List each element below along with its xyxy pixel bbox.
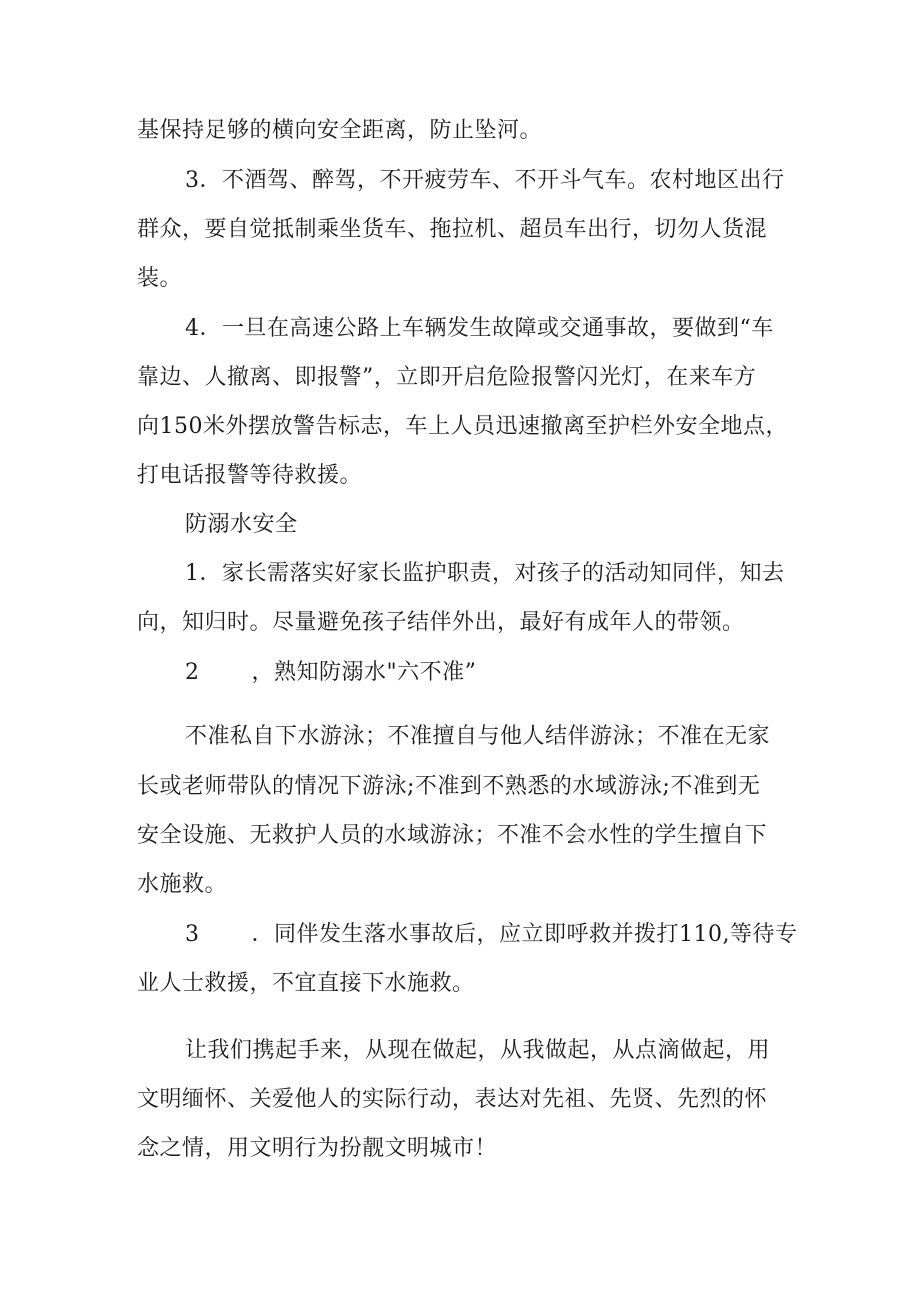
paragraph-line: 业人士救援，不宜直接下水施救。 <box>137 971 475 996</box>
paragraph-line: 4．一旦在高速公路上车辆发生故障或交通事故，要做到“车 <box>185 316 774 341</box>
list-text: ，熟知防溺水"六不准” <box>251 660 477 685</box>
paragraph-line: 文明缅怀、关爱他人的实际行动，表达对先祖、先贤、先烈的怀 <box>137 1087 768 1112</box>
paragraph-line: 让我们携起手来，从现在做起，从我做起，从点滴做起，用 <box>185 1038 771 1063</box>
list-number: 3 <box>185 922 200 947</box>
paragraph-line: 念之情，用文明行为扮靓文明城市！ <box>137 1136 498 1161</box>
paragraph-line: 向，知归时。尽量避免孩子结伴外出，最好有成年人的带领。 <box>137 610 745 635</box>
paragraph-line <box>185 658 476 688</box>
paragraph-line: 打电话报警等待救援。 <box>137 463 363 488</box>
paragraph-line: 向150米外摆放警告标志，车上人员迅速撤离至护栏外安全地点， <box>137 414 788 439</box>
paragraph-line: 水施救。 <box>137 872 228 897</box>
list-number: 2 <box>185 660 200 685</box>
paragraph-line: 群众，要自觉抵制乘坐货车、拖拉机、超员车出行，切勿人货混 <box>137 217 768 242</box>
paragraph-line: 1．家长需落实好家长监护职责，对孩子的活动知同伴，知去 <box>185 561 785 586</box>
list-text: ．同伴发生落水事故后，应立即呼救并拨打110,等待专 <box>251 922 798 947</box>
section-heading: 防溺水安全 <box>185 512 298 537</box>
paragraph-line: 靠边、人撤离、即报警”，立即开启危险报警闪光灯，在来车方 <box>137 365 757 390</box>
paragraph-line: 3．不酒驾、醉驾，不开疲劳车、不开斗气车。农村地区出行 <box>185 168 785 193</box>
paragraph-line: 装。 <box>137 266 183 291</box>
paragraph-line: 安全设施、无救护人员的水域游泳；不准不会水性的学生擅自下 <box>137 823 768 848</box>
paragraph-line: 基保持足够的横向安全距离，防止坠河。 <box>137 118 543 143</box>
paragraph-line: 长或老师带队的情况下游泳;不准到不熟悉的水域游泳;不准到无 <box>137 774 761 799</box>
paragraph-line: 不准私自下水游泳；不准擅自与他人结伴游泳；不准在无家 <box>185 724 771 749</box>
paragraph-line <box>185 920 798 950</box>
